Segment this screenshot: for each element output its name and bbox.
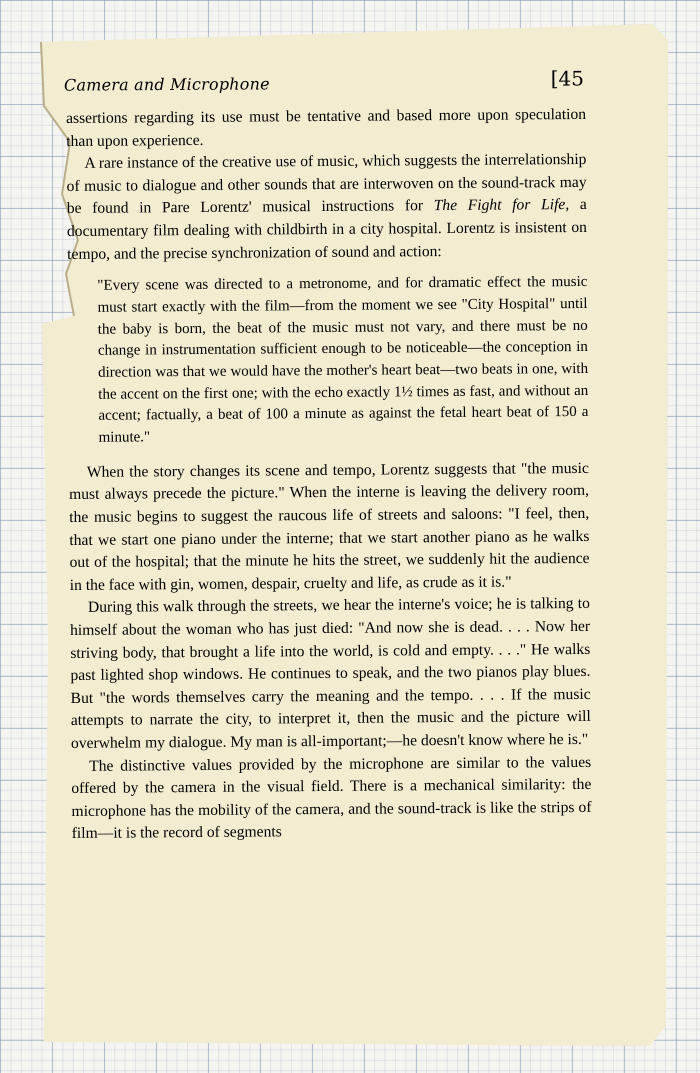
paragraph-text-end: a documentary film dealing with childbirth in a city hospital. Lorentz is insistent on tempo, and the precise synchronization of sound and action: bbox=[66, 196, 588, 263]
page-number: [45 bbox=[550, 66, 585, 91]
body-text bbox=[66, 104, 592, 846]
paragraph-walk: During this walk through the streets, we hear the interne's voice; he is talking to himself about the woman who has just died: "And now she is dead. . . . Now her striving body, that brought a life into the world, is cold and empty. . . ." He walks past lighted shop windows. He continues to speak, and the two pianos play blues. But "the words themselves carry the meaning and the tempo. . . . If the music attempts to narrate the city, to interpret it, then the music and the picture will overwhelm my dialogue. My man is all-important;—he doesn't know where he is." bbox=[70, 595, 591, 752]
quote-text: "Every scene was directed to a metronome, and for dramatic effect the music must start exactly with the film—from the moment we see "City Hospital" until the baby is born, the beat of the music must not vary, and there must be no change in instrumentation sufficient enough to be noticeable—the conception in direction was that we would have the mother's heart beat—two beats in one, with the accent on the first one; with the echo exactly 1½ times as fast, and without an accent; factually, a beat of 100 a minute as against the fetal heart beat of 150 a minute." bbox=[97, 274, 589, 446]
running-head: Camera and Microphone bbox=[63, 74, 270, 95]
page-header bbox=[64, 66, 584, 101]
film-title: The Fight for Life, bbox=[433, 196, 570, 215]
paragraph-continuation: assertions regarding its use must be tentative and based more upon speculation than upon experience. bbox=[66, 105, 587, 150]
paragraph-fight-for-life bbox=[66, 149, 587, 266]
block-quote bbox=[97, 272, 588, 449]
paragraph-tempo: When the story changes its scene and tempo, Lorentz suggests that "the music must always precede the picture." When the interne is leaving the delivery room, the music begins to suggest the raucous life of streets and saloons: "I feel, then, that we start one piano under the interne; that we start another piano as he walks out of the hospital; that the minute he hits the street, we suddenly hit the audience in the face with gin, women, despair, cruelty and life, as crude as it is." bbox=[68, 459, 590, 594]
paragraph-microphone: The distinctive values provided by the microphone are similar to the values offered by the camera in the visual field. There is a mechanical similarity: the microphone has the mobility of the camera, and the sound-track is like the strips of film—it is the record of segments bbox=[71, 753, 592, 843]
paragraph-text-start: A rare instance of the creative use of music, which suggests the interrelationship of music to dialogue and other sounds that are interwoven on the sound-track may be found in Pare Lorentz' musical instructions for bbox=[66, 151, 587, 218]
